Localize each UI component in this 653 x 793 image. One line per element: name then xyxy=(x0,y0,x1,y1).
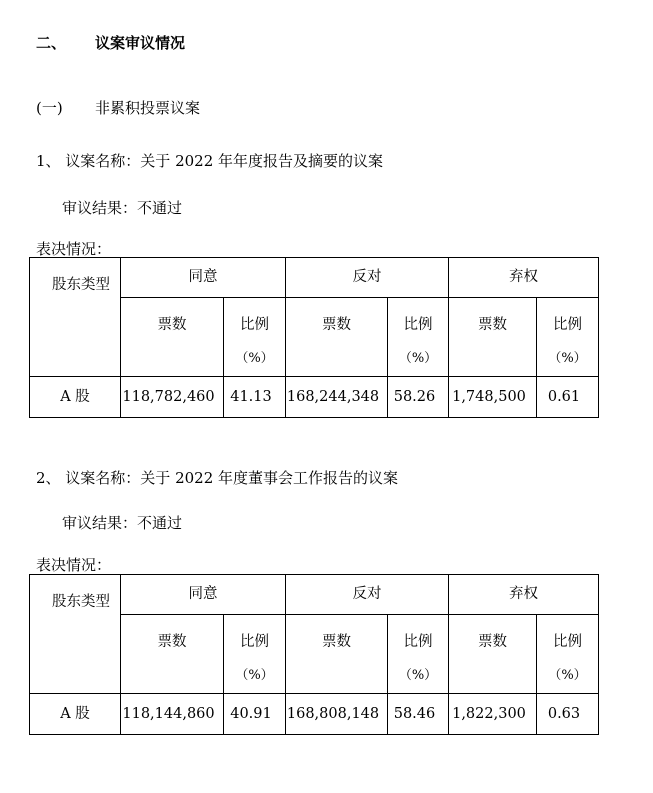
sub-ratio: 比例 （%） xyxy=(224,298,286,377)
section-title: 议案审议情况 xyxy=(95,34,186,52)
sub-votes: 票数 xyxy=(121,615,224,694)
cell-abstain-votes: 1,748,500 xyxy=(449,377,537,418)
proposal-2-result: 审议结果：不通过 xyxy=(62,514,183,532)
cell-share-type: A 股 xyxy=(30,377,121,418)
col-abstain: 弃权 xyxy=(449,575,599,615)
cell-oppose-ratio: 58.26 xyxy=(388,377,449,418)
col-abstain: 弃权 xyxy=(449,258,599,298)
col-agree: 同意 xyxy=(121,575,286,615)
cell-abstain-ratio: 0.63 xyxy=(537,694,599,735)
subsection-number: (一) xyxy=(36,99,63,117)
proposal-2-name: 2、 议案名称：关于 2022 年度董事会工作报告的议案 xyxy=(36,469,399,487)
sub-votes: 票数 xyxy=(286,615,388,694)
col-shareholder-type: 股东类型 xyxy=(30,575,121,694)
sub-ratio: 比例 （%） xyxy=(388,298,449,377)
cell-abstain-votes: 1,822,300 xyxy=(449,694,537,735)
sub-votes: 票数 xyxy=(286,298,388,377)
table-row xyxy=(30,377,599,418)
cell-agree-ratio: 41.13 xyxy=(224,377,286,418)
subsection-title: 非累积投票议案 xyxy=(95,99,201,117)
sub-votes: 票数 xyxy=(449,615,537,694)
sub-ratio: 比例 （%） xyxy=(224,615,286,694)
col-agree: 同意 xyxy=(121,258,286,298)
col-shareholder-type: 股东类型 xyxy=(30,258,121,377)
cell-share-type: A 股 xyxy=(30,694,121,735)
sub-ratio: 比例 （%） xyxy=(537,615,599,694)
cell-agree-votes: 118,782,460 xyxy=(121,377,224,418)
section-number: 二、 xyxy=(36,34,67,52)
sub-votes: 票数 xyxy=(449,298,537,377)
vote-table-2 xyxy=(29,574,599,735)
cell-agree-votes: 118,144,860 xyxy=(121,694,224,735)
col-oppose: 反对 xyxy=(286,258,449,298)
sub-ratio: 比例 （%） xyxy=(537,298,599,377)
col-oppose: 反对 xyxy=(286,575,449,615)
proposal-1-vote-label: 表决情况： xyxy=(36,240,112,258)
proposal-1-name: 1、 议案名称：关于 2022 年年度报告及摘要的议案 xyxy=(36,152,384,170)
proposal-2-vote-label: 表决情况： xyxy=(36,556,112,574)
cell-abstain-ratio: 0.61 xyxy=(537,377,599,418)
cell-oppose-ratio: 58.46 xyxy=(388,694,449,735)
table-row xyxy=(30,694,599,735)
sub-votes: 票数 xyxy=(121,298,224,377)
vote-table-1 xyxy=(29,257,599,418)
cell-oppose-votes: 168,244,348 xyxy=(286,377,388,418)
proposal-1-result: 审议结果：不通过 xyxy=(62,199,183,217)
cell-agree-ratio: 40.91 xyxy=(224,694,286,735)
sub-ratio: 比例 （%） xyxy=(388,615,449,694)
cell-oppose-votes: 168,808,148 xyxy=(286,694,388,735)
